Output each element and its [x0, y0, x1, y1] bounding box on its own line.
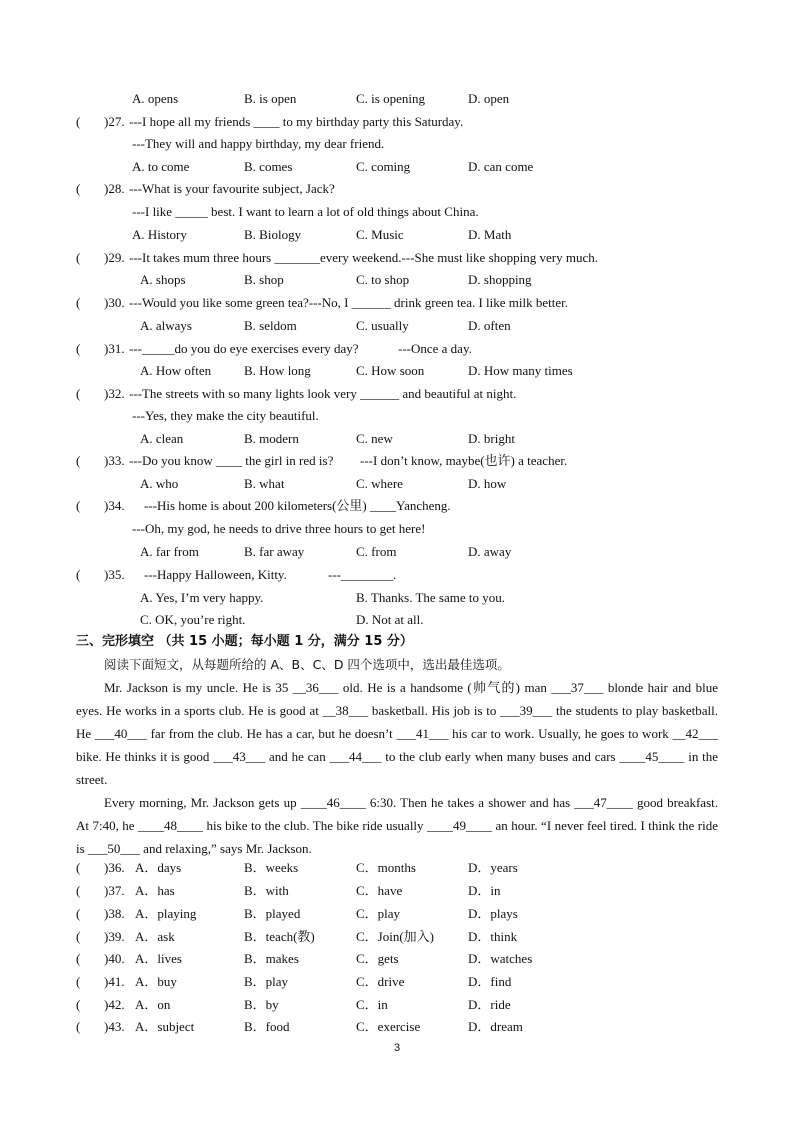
reply-text: ---I like _____ best. I want to learn a lot of old things about China.	[132, 204, 479, 219]
answer-paren: (	[76, 114, 81, 129]
option-c: C．drive	[356, 974, 405, 989]
question-43	[0, 1017, 794, 1037]
q27-reply	[0, 134, 794, 154]
option-d: D. How many times	[468, 363, 573, 378]
question-stem: ---His home is about 200 kilometers(公里) ____Yancheng.	[144, 498, 451, 513]
option-a: A. How often	[140, 363, 212, 378]
answer-paren: (	[76, 250, 81, 265]
passage-paragraph-2: Every morning, Mr. Jackson gets up ____46____ 6:30. Then he takes a shower and has ___47____ good breakfast. At 7:40, he ____48____ his bike to the club. The bike ride usually ____49____ an hour. “I never feel tired. I think the ride is ___50___ and relaxing,” says Mr. Jackson.	[76, 795, 718, 856]
question-number: )36.	[104, 860, 125, 875]
cloze-passage	[76, 676, 718, 860]
answer-paren: (	[76, 974, 81, 989]
question-number: )35.	[104, 567, 125, 582]
option-a: A．lives	[135, 951, 182, 966]
option-d: D．find	[468, 974, 512, 989]
question-39	[0, 927, 794, 947]
question-number: )32.	[104, 386, 125, 401]
option-c: C. usually	[356, 318, 409, 333]
option-c: C．have	[356, 883, 403, 898]
answer-paren: (	[76, 997, 81, 1012]
option-c: C．play	[356, 906, 401, 921]
question-number: )34.	[104, 498, 125, 513]
option-b: B．teach(教)	[244, 929, 315, 944]
question-31	[0, 339, 794, 359]
section-title: 三、完形填空 （共 15 小题；每小题 1 分，满分 15 分）	[76, 634, 413, 649]
option-b: B. is open	[244, 91, 297, 106]
question-37	[0, 881, 794, 901]
answer-paren: (	[76, 567, 81, 582]
question-27	[0, 112, 794, 132]
option-c: C．gets	[356, 951, 399, 966]
question-38	[0, 904, 794, 924]
option-c: C. How soon	[356, 363, 425, 378]
q34-reply	[0, 519, 794, 539]
q29-options	[0, 270, 794, 290]
option-a: A. History	[132, 227, 187, 242]
question-29	[0, 248, 794, 268]
option-b: B. modern	[244, 431, 299, 446]
option-a: A. shops	[140, 272, 186, 287]
question-reply: ---I don’t know, maybe(也许) a teacher.	[360, 453, 568, 468]
answer-paren: (	[76, 386, 81, 401]
option-c: C．in	[356, 997, 388, 1012]
question-stem: ---I hope all my friends ____ to my birthday party this Saturday.	[129, 114, 464, 129]
q35-options-row1	[0, 588, 794, 608]
option-d: D．watches	[468, 951, 533, 966]
question-stem: ---What is your favourite subject, Jack?	[129, 181, 335, 196]
question-36	[0, 858, 794, 878]
option-b: B. How long	[244, 363, 311, 378]
option-d: D. bright	[468, 431, 515, 446]
question-reply: ---Once a day.	[398, 341, 472, 356]
question-number: )40.	[104, 951, 125, 966]
option-a: A. far from	[140, 544, 199, 559]
question-number: )43.	[104, 1019, 125, 1034]
option-d: D. how	[468, 476, 507, 491]
answer-paren: (	[76, 860, 81, 875]
option-b: B．food	[244, 1019, 290, 1034]
option-a: A．ask	[135, 929, 175, 944]
question-number: )31.	[104, 341, 125, 356]
option-b: B. comes	[244, 159, 293, 174]
question-number: )42.	[104, 997, 125, 1012]
answer-paren: (	[76, 498, 81, 513]
answer-paren: (	[76, 181, 81, 196]
option-d: D．dream	[468, 1019, 523, 1034]
option-c: C. to shop	[356, 272, 410, 287]
option-c: C. where	[356, 476, 403, 491]
option-d: D．plays	[468, 906, 518, 921]
question-stem: ---The streets with so many lights look very ______ and beautiful at night.	[129, 386, 517, 401]
question-number: )29.	[104, 250, 125, 265]
option-d: D. often	[468, 318, 511, 333]
option-d: D. shopping	[468, 272, 532, 287]
question-stem: ---It takes mum three hours _______every weekend.---She must like shopping very much.	[129, 250, 598, 265]
q31-options	[0, 361, 794, 381]
q26-options	[0, 89, 794, 109]
q28-options	[0, 225, 794, 245]
reply-text: ---Yes, they make the city beautiful.	[132, 408, 319, 423]
option-b: B．by	[244, 997, 279, 1012]
option-b: B．with	[244, 883, 289, 898]
q27-options	[0, 157, 794, 177]
option-d: D．ride	[468, 997, 511, 1012]
question-number: )37.	[104, 883, 125, 898]
option-a: A．subject	[135, 1019, 195, 1034]
question-stem: ---Happy Halloween, Kitty.	[144, 567, 287, 582]
option-b: B．weeks	[244, 860, 299, 875]
option-d: D．in	[468, 883, 501, 898]
answer-paren: (	[76, 453, 81, 468]
answer-paren: (	[76, 1019, 81, 1034]
option-c: C．exercise	[356, 1019, 421, 1034]
question-32	[0, 384, 794, 404]
option-c: C. coming	[356, 159, 411, 174]
question-reply: ---________.	[328, 567, 397, 582]
option-a: A. who	[140, 476, 179, 491]
option-d: D. away	[468, 544, 512, 559]
question-42	[0, 995, 794, 1015]
option-c: C. is opening	[356, 91, 425, 106]
option-a: A. to come	[132, 159, 190, 174]
answer-paren: (	[76, 883, 81, 898]
option-a: A. opens	[132, 91, 179, 106]
option-a: A. always	[140, 318, 192, 333]
question-number: )27.	[104, 114, 125, 129]
answer-paren: (	[76, 295, 81, 310]
option-d: D．years	[468, 860, 518, 875]
option-a: A．has	[135, 883, 175, 898]
option-b: B．makes	[244, 951, 299, 966]
question-30	[0, 293, 794, 313]
option-c: C．months	[356, 860, 416, 875]
question-stem: ---Do you know ____ the girl in red is?	[129, 453, 334, 468]
answer-paren: (	[76, 929, 81, 944]
option-d: D. open	[468, 91, 510, 106]
question-41	[0, 972, 794, 992]
option-b: B. far away	[244, 544, 305, 559]
option-a: A. clean	[140, 431, 184, 446]
option-d: D. Not at all.	[356, 612, 424, 627]
q35-options-row2	[0, 610, 794, 630]
option-a: A．playing	[135, 906, 197, 921]
q34-options	[0, 542, 794, 562]
reply-text: ---Oh, my god, he needs to drive three hours to get here!	[132, 521, 426, 536]
question-number: )39.	[104, 929, 125, 944]
question-stem: ---_____do you do eye exercises every day?	[129, 341, 359, 356]
option-a: A．days	[135, 860, 182, 875]
question-number: )30.	[104, 295, 125, 310]
question-34	[0, 496, 794, 516]
question-stem: ---Would you like some green tea?---No, I ______ drink green tea. I like milk better.	[129, 295, 569, 310]
reply-text: ---They will and happy birthday, my dear friend.	[132, 136, 385, 151]
q32-reply	[0, 406, 794, 426]
question-number: )33.	[104, 453, 125, 468]
option-b: B. what	[244, 476, 285, 491]
option-c: C. Music	[356, 227, 404, 242]
answer-paren: (	[76, 906, 81, 921]
option-a: A．on	[135, 997, 171, 1012]
answer-paren: (	[76, 951, 81, 966]
answer-paren: (	[76, 341, 81, 356]
question-number: )28.	[104, 181, 125, 196]
option-c: C. from	[356, 544, 397, 559]
option-c: C．Join(加入)	[356, 929, 435, 944]
option-b: B. shop	[244, 272, 284, 287]
question-35	[0, 565, 794, 585]
option-b: B．played	[244, 906, 301, 921]
q28-reply	[0, 202, 794, 222]
option-b: B. seldom	[244, 318, 297, 333]
q30-options	[0, 316, 794, 336]
question-40	[0, 949, 794, 969]
section-instruction: 阅读下面短文，从每题所给的 A、B、C、D 四个选项中，选出最佳选项。	[104, 657, 510, 672]
option-d: D. Math	[468, 227, 512, 242]
question-number: )41.	[104, 974, 125, 989]
option-b: B. Biology	[244, 227, 302, 242]
option-c: C. new	[356, 431, 393, 446]
question-33	[0, 451, 794, 471]
option-d: D. can come	[468, 159, 534, 174]
passage-paragraph-1: Mr. Jackson is my uncle. He is 35 __36___ old. He is a handsome (帅气的) man ___37___ blonde hair and blue eyes. He works in a sports club. He is good at __38___ basketball. His job is to ___39___ the students to play basketball. He ___40___ far from the club. He has a car, but he doesn’t ___41___ his car to work. Usually, he goes to work __42___ bike. He thinks it is good ___43___ and he can ___44___ to the club early when many buses and cars ____45____ in the street.	[76, 680, 718, 787]
page-number: 3	[393, 1042, 401, 1054]
option-b: B. Thanks. The same to you.	[356, 590, 506, 605]
question-number: )38.	[104, 906, 125, 921]
option-b: B．play	[244, 974, 289, 989]
q32-options	[0, 429, 794, 449]
option-a: A. Yes, I’m very happy.	[140, 590, 264, 605]
option-a: A．buy	[135, 974, 177, 989]
q33-options	[0, 474, 794, 494]
option-c: C. OK, you’re right.	[140, 612, 246, 627]
question-28	[0, 179, 794, 199]
option-d: D．think	[468, 929, 518, 944]
